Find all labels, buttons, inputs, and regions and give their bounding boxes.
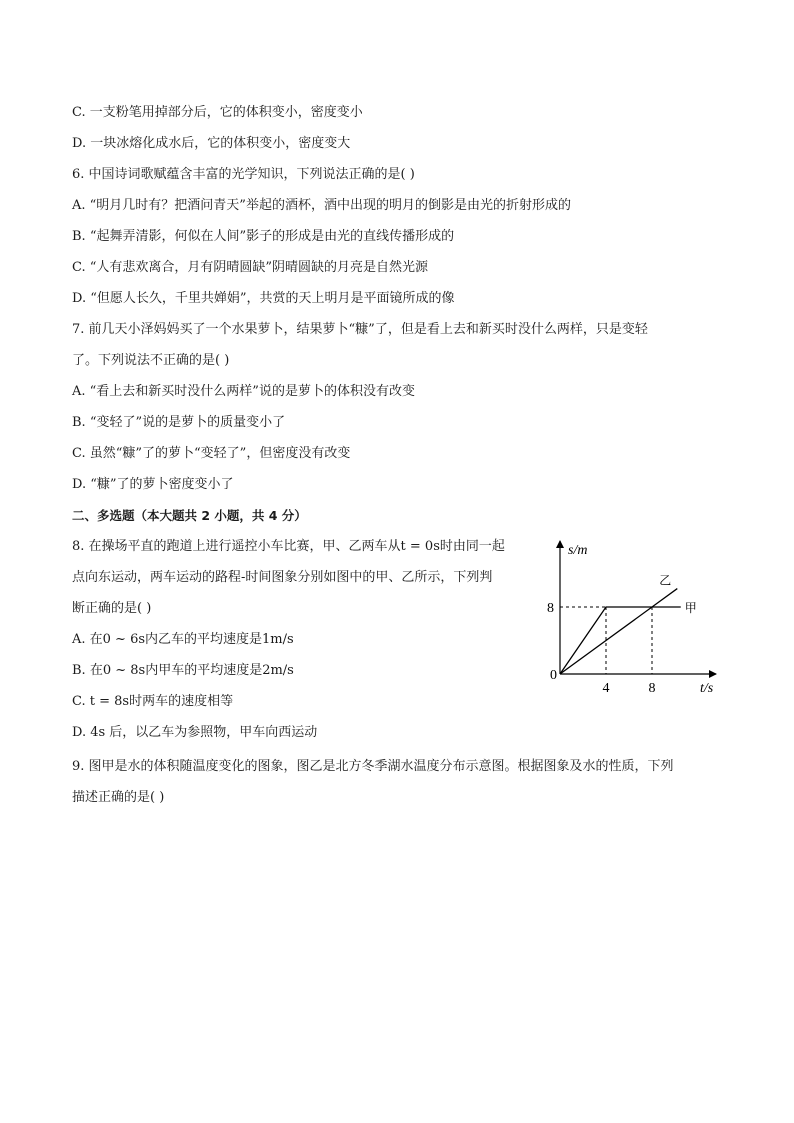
q8-option-d: D. 4s 后，以乙车为参照物，甲车向西运动 [72, 725, 318, 740]
series-label-jia: 甲 [684, 601, 697, 615]
x-tick-label-4: 4 [602, 681, 610, 696]
q8-stem-line2: 点向东运动，两车运动的路程-时间图象分别如图中的甲、乙所示，下列判 [72, 570, 493, 585]
q8-stem-line1: 8. 在操场平直的跑道上进行遥控小车比赛，甲、乙两车从t = 0s时由同一起 [72, 539, 505, 554]
y-axis-label: s/m [568, 543, 588, 558]
q8-stem-line3: 断正确的是( ) [72, 601, 152, 616]
q5-option-d: D. 一块冰熔化成水后，它的体积变小，密度变大 [72, 136, 351, 151]
origin-label: 0 [550, 668, 557, 683]
q7-option-d: D. “糠”了的萝卜密度变小了 [72, 477, 234, 492]
x-tick-label-8: 8 [648, 681, 656, 696]
distance-time-chart [540, 532, 730, 704]
q6-option-d: D. “但愿人长久，千里共婵娟”，共赏的天上明月是平面镜所成的像 [72, 291, 455, 306]
q7-stem-line2: 了。下列说法不正确的是( ) [72, 353, 230, 368]
series-line-yi [560, 589, 677, 674]
q8-option-b: B. 在0 ~ 8s内甲车的平均速度是2m/s [72, 663, 294, 678]
q9-stem-line1: 9. 图甲是水的体积随温度变化的图象，图乙是北方冬季湖水温度分布示意图。根据图象及水的性质，下列 [72, 759, 674, 774]
q6-stem: 6. 中国诗词歌赋蕴含丰富的光学知识，下列说法正确的是( ) [72, 167, 415, 182]
q7-stem-line1: 7. 前几天小泽妈妈买了一个水果萝卜，结果萝卜“糠”了，但是看上去和新买时没什么两样，只是变轻 [72, 322, 648, 337]
series-line-jia [560, 607, 681, 674]
q7-option-b: B. “变轻了”说的是萝卜的质量变小了 [72, 415, 286, 430]
q6-option-a: A. “明月几时有？把酒问青天”举起的酒杯，酒中出现的明月的倒影是由光的折射形成的 [72, 198, 571, 213]
section-title-multiple-choice: 二、多选题（本大题共 2 小题，共 4 分） [72, 508, 307, 523]
q5-option-c: C. 一支粉笔用掉部分后，它的体积变小，密度变小 [72, 105, 363, 120]
y-tick-label-8: 8 [547, 601, 554, 616]
x-axis-label: t/s [700, 681, 714, 696]
q7-option-c: C. 虽然“糠”了的萝卜“变轻了”，但密度没有改变 [72, 446, 351, 461]
q9-stem-line2: 描述正确的是( ) [72, 790, 165, 805]
q8-option-c: C. t = 8s时两车的速度相等 [72, 694, 234, 709]
distance-time-chart-svg [540, 532, 730, 704]
series-label-yi: 乙 [659, 573, 672, 588]
q6-option-c: C. “人有悲欢离合，月有阴晴圆缺”阴晴圆缺的月亮是自然光源 [72, 260, 429, 275]
q8-option-a: A. 在0 ~ 6s内乙车的平均速度是1m/s [72, 632, 294, 647]
q7-option-a: A. “看上去和新买时没什么两样”说的是萝卜的体积没有改变 [72, 384, 415, 399]
q6-option-b: B. “起舞弄清影，何似在人间”影子的形成是由光的直线传播形成的 [72, 229, 455, 244]
